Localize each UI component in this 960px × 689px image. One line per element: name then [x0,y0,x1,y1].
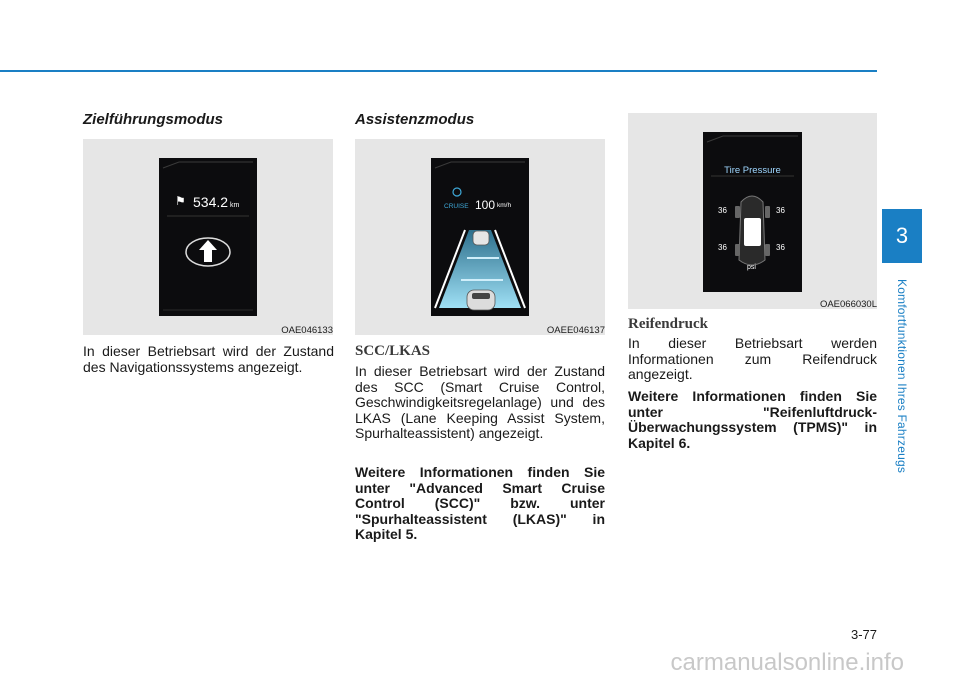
figure-navigation-display [83,139,333,335]
up-arrow-icon [199,240,217,262]
chapter-tab: 3 [882,209,922,263]
figure-code: OAE066030L [819,299,877,310]
lead-car-icon [473,231,489,245]
note-assist: Weitere Informationen finden Sie unter "Advanced Smart Cruise Control (SCC)" bzw. unter "Spurhalteassistent (LKAS)" in Kapitel 5. [355,464,605,542]
paragraph-assist: In dieser Betriebsart wird der Zustand des SCC (Smart Cruise Control, Geschwindigkeitsregelanlage) und des LKAS (Lane Keeping Assist System, Spurhalteassistent) angezeigt. [355,363,605,441]
navigation-distance: 534.2 km [193,194,240,210]
tire-rear-right: 36 [776,243,785,252]
tire-pressure-title: Tire Pressure [724,165,781,176]
top-rule [0,70,877,72]
figure-code: OAE046133 [281,325,333,336]
note-tire-pressure: Weitere Informationen finden Sie unter "Reifenluftdruck-Überwachungssystem (TPMS)" in Kapitel 6. [628,388,877,451]
heading-zielfuehrungsmodus: Zielführungsmodus [83,111,223,128]
speed-unit: km/h [497,202,512,209]
tire-rear-left: 36 [718,243,727,252]
figure-assist-display [355,139,605,335]
page-number: 3-77 [850,627,877,642]
paragraph-navigation: In dieser Betriebsart wird der Zustand des Navigationssystems angezeigt. [83,343,334,375]
heading-assistenzmodus: Assistenzmodus [355,111,475,128]
cruise-label: CRUISE [444,203,469,210]
checkered-flag-icon: ⚑ [175,194,186,208]
tire-front-right: 36 [776,206,785,215]
subheading-reifendruck: Reifendruck [628,316,708,332]
assist-screen [431,158,529,316]
figure-code: OAEE046137 [546,325,605,336]
subheading-scc-lkas: SCC/LKAS [355,343,431,359]
tire-pressure-screen [703,132,802,292]
set-speed: 100 [475,198,496,212]
pressure-unit: psi [747,264,756,271]
figure-tire-pressure-display [628,113,877,309]
navigation-screen [159,158,257,316]
chapter-label: Komfortfunktionen Ihres Fahrzeugs [895,278,909,474]
cruise-icon [453,188,461,196]
paragraph-tire-pressure: In dieser Betriebsart werden Informationen zum Reifendruck angezeigt. [628,335,877,382]
tire-front-left: 36 [718,206,727,215]
watermark: carmanualsonline.info [670,649,904,676]
